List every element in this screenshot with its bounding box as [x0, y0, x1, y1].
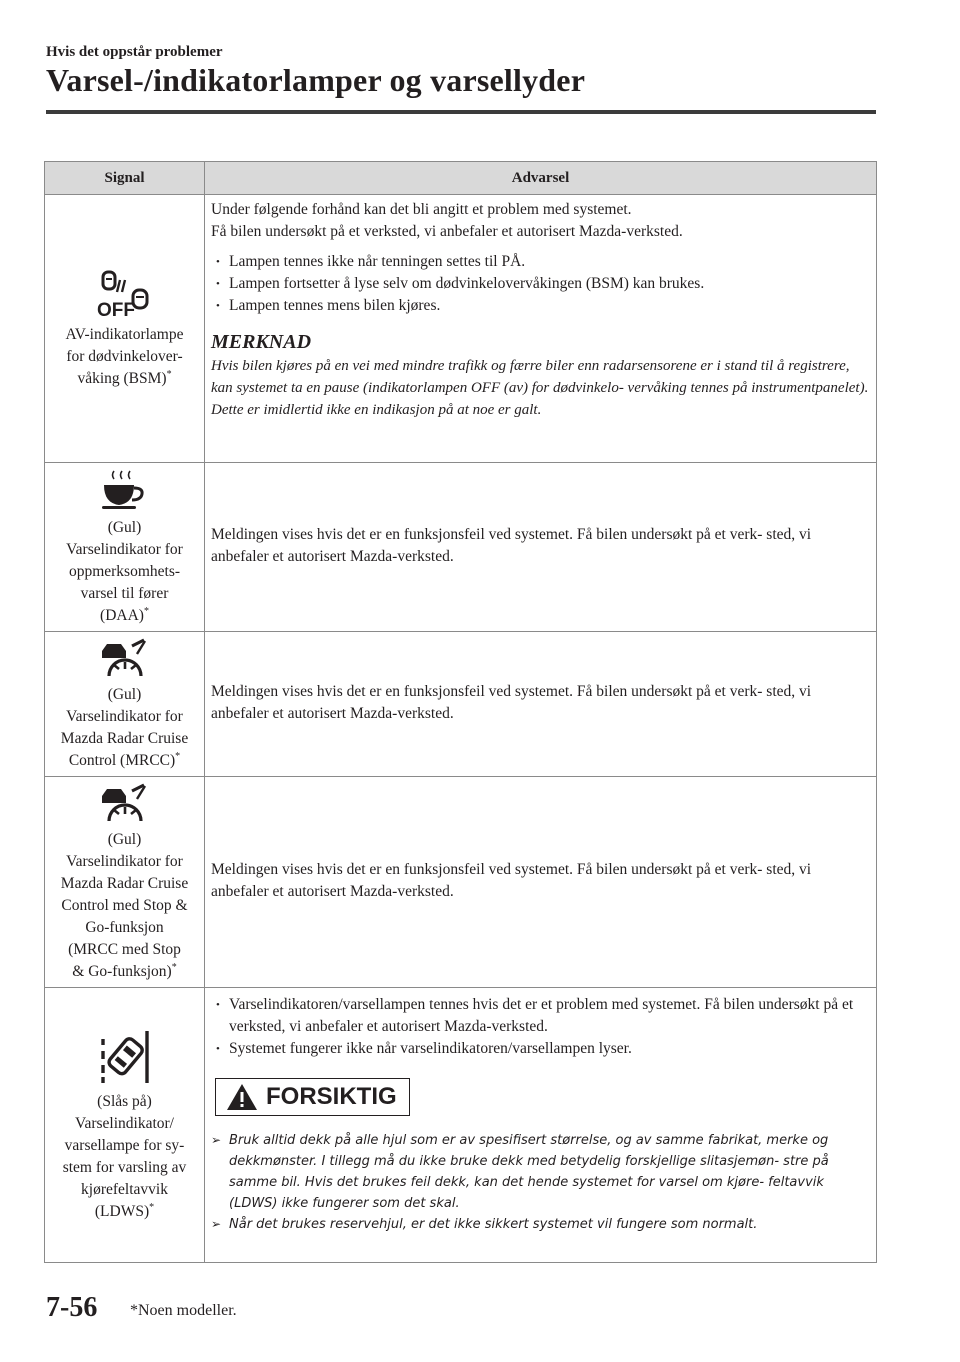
signal-line: (LDWS)*: [94, 1201, 155, 1220]
signal-line: AV-indikatorlampe: [65, 325, 184, 343]
warning-cell: [205, 988, 877, 1263]
radar-cruise-icon: [99, 638, 151, 678]
signal-cell: [45, 777, 205, 988]
footnote-star: *: [149, 1201, 155, 1213]
warning-text: Meldingen vises hvis det er en funksjonsfeil ved systemet. Få bilen undersøkt på et verk- sted, vi anbefaler et autorisert Mazda-verksted.: [211, 861, 812, 900]
title-rule: [46, 110, 876, 114]
list-item: • Lampen tennes ikke når tenningen settes til PÅ.: [211, 251, 870, 273]
footnote: *Noen modeller.: [130, 1302, 237, 1319]
signal-line: våking (BSM)*: [77, 368, 172, 387]
list-item: ➢ Når det brukes reservehjul, er det ikke sikkert systemet vil fungere som normalt.: [211, 1214, 870, 1235]
signal-line: & Go-funksjon)*: [72, 961, 177, 980]
section-label: Hvis det oppstår problemer: [46, 44, 223, 60]
table-row: [45, 988, 877, 1263]
table-row: [45, 632, 877, 777]
signal-line: (Gul): [107, 519, 142, 536]
warning-table: [44, 161, 877, 1263]
signal-line: varsellampe for sy-: [64, 1137, 185, 1154]
warning-intro: Under følgende forhånd kan det bli angitt et problem med systemet.: [211, 201, 632, 218]
signal-line: for dødvinkelover-: [66, 347, 183, 365]
coffee-cup-icon: [100, 469, 150, 511]
warning-triangle-icon: [226, 1083, 258, 1111]
warning-cell: [205, 463, 877, 632]
signal-line: (Slås på): [97, 1093, 152, 1110]
caution-box: [215, 1078, 410, 1116]
warning-cell: [205, 195, 877, 463]
signal-cell: [45, 988, 205, 1263]
bsm-off-icon: [95, 270, 155, 318]
signal-line: varsel til fører: [80, 585, 169, 602]
signal-cell: [45, 195, 205, 463]
signal-line: Go-funksjon: [85, 919, 164, 936]
warning-text: Meldingen vises hvis det er en funksjonsfeil ved systemet. Få bilen undersøkt på et verk- sted, vi anbefaler et autorisert Mazda-verksted.: [211, 526, 812, 565]
warning-text: Meldingen vises hvis det er en funksjonsfeil ved systemet. Få bilen undersøkt på et verk- sted, vi anbefaler et autorisert Mazda-verksted.: [211, 683, 812, 722]
footnote-star: *: [171, 961, 177, 973]
table-row: [45, 195, 877, 463]
signal-cell: [45, 463, 205, 632]
note-heading: MERKNAD: [211, 331, 312, 353]
list-item: • Lampen fortsetter å lyse selv om dødvinkelovervåkingen (BSM) kan brukes.: [211, 273, 870, 295]
warning-intro: Få bilen undersøkt på et verksted, vi anbefaler et autorisert Mazda-verksted.: [211, 223, 683, 240]
signal-line: (Gul): [107, 686, 142, 703]
page-title: Varsel-/indikatorlamper og varsellyder: [46, 62, 586, 98]
signal-line: Varselindikator for: [66, 708, 183, 725]
list-item: • Systemet fungerer ikke når varselindikatoren/varsellampen lyser.: [211, 1038, 870, 1060]
table-row: [45, 777, 877, 988]
signal-line: stem for varsling av: [62, 1159, 187, 1176]
signal-line: Varselindikator/: [74, 1115, 174, 1132]
signal-line: Mazda Radar Cruise: [60, 730, 189, 747]
signal-line: (MRCC med Stop: [68, 941, 181, 958]
footnote-star: *: [143, 605, 149, 617]
table-header-row: [45, 162, 877, 195]
col-header-warning: Advarsel: [205, 162, 877, 195]
caution-label: FORSIKTIG: [266, 1083, 397, 1110]
note-text: Hvis bilen kjøres på en vei med mindre trafikk og færre biler enn radarsensorene er i stand til å registrere, kan systemet ta en pause (indikatorlampen OFF (av) for dødvinkelo- vervåking tennes på instrumentpanelet). Dette er imidlertid ikke en indikasjon på at noe er galt.: [211, 358, 869, 418]
warning-cell: [205, 777, 877, 988]
signal-line: Control (MRCC)*: [68, 750, 181, 769]
list-item: • Varselindikatoren/varsellampen tennes hvis det er et problem med systemet. Få bilen undersøkt på et verksted, vi anbefaler et autorisert Mazda-verksted.: [211, 994, 870, 1038]
signal-line: kjørefeltavvik: [81, 1181, 168, 1198]
lane-departure-icon: [97, 1029, 153, 1085]
signal-line: Varselindikator for: [66, 853, 183, 870]
signal-line: oppmerksomhets-: [68, 563, 181, 580]
bullet-list: [211, 251, 870, 317]
signal-line: (Gul): [107, 831, 142, 848]
radar-cruise-stop-go-icon: [99, 783, 151, 823]
signal-cell: [45, 632, 205, 777]
caution-list: [211, 1130, 870, 1235]
warning-cell: [205, 632, 877, 777]
svg-text:OFF: OFF: [96, 299, 135, 318]
page-number: 7-56: [46, 1292, 98, 1323]
footnote-star: *: [166, 368, 172, 380]
signal-line: Varselindikator for: [66, 541, 183, 558]
col-header-signal: Signal: [45, 162, 205, 195]
list-item: • Lampen tennes mens bilen kjøres.: [211, 295, 870, 317]
list-item: ➢ Bruk alltid dekk på alle hjul som er av spesifisert størrelse, og av samme fabrikat, merke og dekkmønster. I tillegg må du ikke bruke dekk med betydelig forskjellige slitasjemøn- stre på samme bil. Hvis det brukes feil dekk, kan det hende systemet for varsel om kjøre- feltavvik (LDWS) ikke fungerer som det skal.: [211, 1130, 870, 1214]
table-row: [45, 463, 877, 632]
signal-line: (DAA)*: [100, 605, 149, 624]
signal-line: Mazda Radar Cruise: [60, 875, 189, 892]
footnote-star: *: [175, 750, 181, 762]
signal-line: Control med Stop &: [61, 897, 188, 914]
bullet-list: [211, 994, 870, 1060]
